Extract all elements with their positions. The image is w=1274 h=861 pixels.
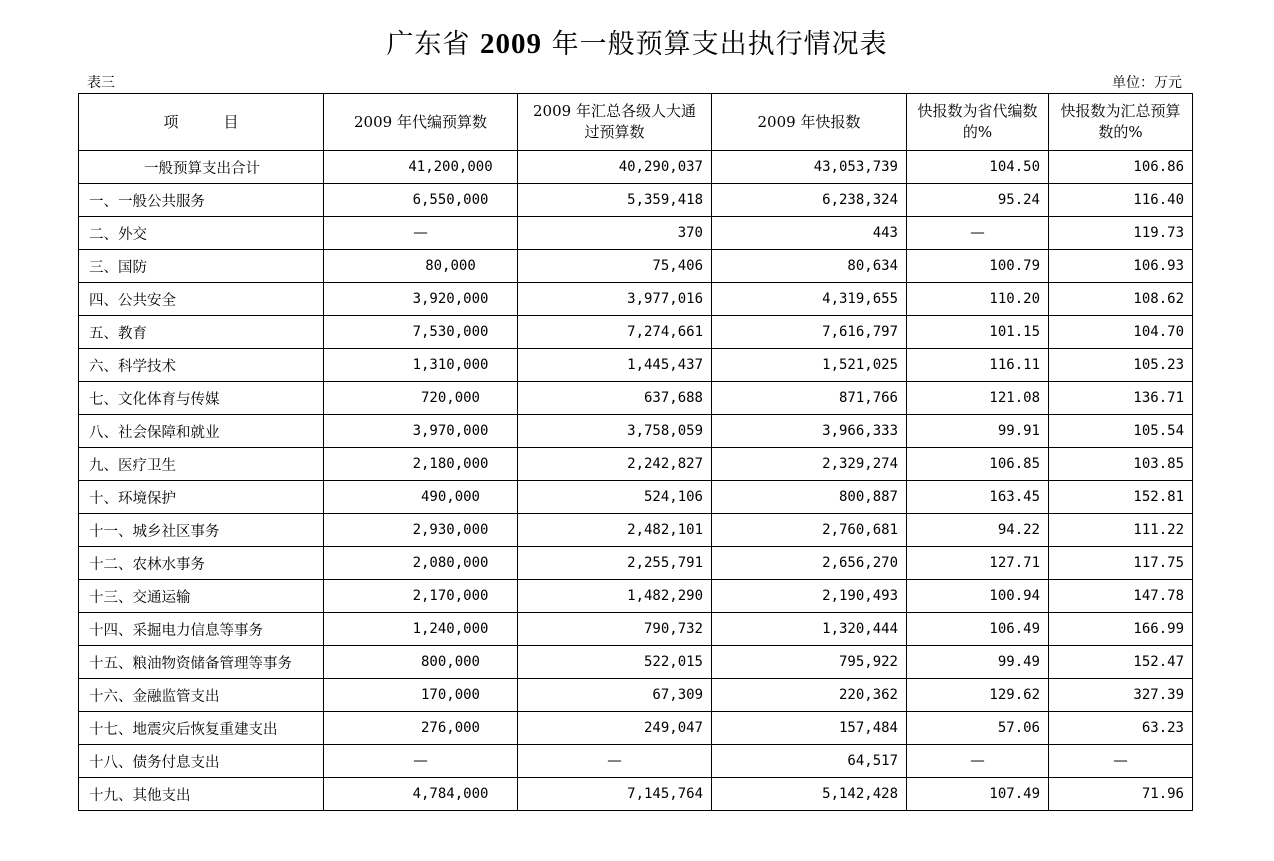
cell-item-name: 十七、地震灾后恢复重建支出 — [79, 712, 324, 745]
header-item: 项 目 — [79, 94, 324, 151]
cell-flash-report: 2,656,270 — [712, 547, 907, 580]
cell-flash-report: 7,616,797 — [712, 316, 907, 349]
cell-pct-aggregate: 108.62 — [1049, 283, 1193, 316]
cell-pct-aggregate: 63.23 — [1049, 712, 1193, 745]
cell-provincial-budget: 3,920,000 — [324, 283, 518, 316]
cell-flash-report: 2,760,681 — [712, 514, 907, 547]
cell-aggregate-budget: 249,047 — [518, 712, 712, 745]
cell-flash-report: 871,766 — [712, 382, 907, 415]
cell-pct-aggregate: 106.86 — [1049, 151, 1193, 184]
table-row — [79, 283, 1193, 316]
cell-flash-report: 64,517 — [712, 745, 907, 778]
cell-pct-provincial: 57.06 — [907, 712, 1049, 745]
table-row — [79, 382, 1193, 415]
cell-provincial-budget: 800,000 — [324, 646, 518, 679]
cell-provincial-budget: — — [324, 745, 518, 778]
cell-item-name: 十一、城乡社区事务 — [79, 514, 324, 547]
table-row — [79, 514, 1193, 547]
cell-item-name: 十九、其他支出 — [79, 778, 324, 811]
cell-flash-report: 3,966,333 — [712, 415, 907, 448]
cell-item-name: 十六、金融监管支出 — [79, 679, 324, 712]
cell-pct-provincial: 129.62 — [907, 679, 1049, 712]
cell-aggregate-budget: 524,106 — [518, 481, 712, 514]
table-row — [79, 184, 1193, 217]
cell-pct-provincial: 121.08 — [907, 382, 1049, 415]
cell-pct-provincial: 107.49 — [907, 778, 1049, 811]
cell-aggregate-budget: 3,758,059 — [518, 415, 712, 448]
cell-flash-report: 4,319,655 — [712, 283, 907, 316]
cell-item-name: 九、医疗卫生 — [79, 448, 324, 481]
cell-pct-aggregate: 119.73 — [1049, 217, 1193, 250]
cell-pct-provincial: 106.85 — [907, 448, 1049, 481]
cell-aggregate-budget: — — [518, 745, 712, 778]
table-row — [79, 745, 1193, 778]
table-row — [79, 679, 1193, 712]
table-row — [79, 547, 1193, 580]
cell-pct-aggregate: 152.47 — [1049, 646, 1193, 679]
cell-aggregate-budget: 3,977,016 — [518, 283, 712, 316]
cell-pct-aggregate: 105.23 — [1049, 349, 1193, 382]
cell-pct-aggregate: 111.22 — [1049, 514, 1193, 547]
cell-pct-provincial: 110.20 — [907, 283, 1049, 316]
table-row — [79, 349, 1193, 382]
cell-item-name: 二、外交 — [79, 217, 324, 250]
title-year: 2009 — [480, 28, 542, 60]
cell-item-name: 四、公共安全 — [79, 283, 324, 316]
cell-provincial-budget: 1,310,000 — [324, 349, 518, 382]
title-suffix: 年一般预算支出执行情况表 — [542, 29, 888, 60]
cell-provincial-budget: 3,970,000 — [324, 415, 518, 448]
cell-item-name: 七、文化体育与传媒 — [79, 382, 324, 415]
table-number: 表三 — [87, 75, 115, 91]
cell-pct-provincial: 99.91 — [907, 415, 1049, 448]
table-row — [79, 646, 1193, 679]
cell-item-name: 五、教育 — [79, 316, 324, 349]
cell-flash-report: 2,329,274 — [712, 448, 907, 481]
cell-aggregate-budget: 2,255,791 — [518, 547, 712, 580]
cell-item-name: 十五、粮油物资储备管理等事务 — [79, 646, 324, 679]
cell-flash-report: 80,634 — [712, 250, 907, 283]
cell-pct-provincial: 100.94 — [907, 580, 1049, 613]
cell-flash-report: 220,362 — [712, 679, 907, 712]
cell-aggregate-budget: 370 — [518, 217, 712, 250]
cell-provincial-budget: 276,000 — [324, 712, 518, 745]
header-pct-aggregate: 快报数为汇总预算数的% — [1049, 94, 1193, 151]
cell-flash-report: 1,320,444 — [712, 613, 907, 646]
cell-pct-aggregate: 71.96 — [1049, 778, 1193, 811]
table-row — [79, 316, 1193, 349]
cell-pct-aggregate: 136.71 — [1049, 382, 1193, 415]
cell-provincial-budget: 720,000 — [324, 382, 518, 415]
cell-item-name: 八、社会保障和就业 — [79, 415, 324, 448]
cell-pct-aggregate: — — [1049, 745, 1193, 778]
table-row — [79, 712, 1193, 745]
cell-aggregate-budget: 522,015 — [518, 646, 712, 679]
cell-pct-aggregate: 116.40 — [1049, 184, 1193, 217]
cell-pct-provincial: 163.45 — [907, 481, 1049, 514]
header-provincial-budget: 2009 年代编预算数 — [324, 94, 518, 151]
cell-provincial-budget: 490,000 — [324, 481, 518, 514]
table-row — [79, 415, 1193, 448]
cell-flash-report: 443 — [712, 217, 907, 250]
cell-item-name: 十二、农林水事务 — [79, 547, 324, 580]
cell-pct-provincial: 99.49 — [907, 646, 1049, 679]
cell-pct-aggregate: 152.81 — [1049, 481, 1193, 514]
cell-pct-provincial: 116.11 — [907, 349, 1049, 382]
title-prefix: 广东省 — [386, 29, 480, 60]
page-title — [0, 22, 1274, 61]
cell-aggregate-budget: 5,359,418 — [518, 184, 712, 217]
cell-provincial-budget: 41,200,000 — [324, 151, 518, 184]
cell-pct-provincial: 100.79 — [907, 250, 1049, 283]
cell-provincial-budget: 2,930,000 — [324, 514, 518, 547]
cell-provincial-budget: 170,000 — [324, 679, 518, 712]
cell-pct-provincial: 127.71 — [907, 547, 1049, 580]
cell-aggregate-budget: 7,274,661 — [518, 316, 712, 349]
cell-item-name: 一、一般公共服务 — [79, 184, 324, 217]
unit-label: 单位：万元 — [1112, 75, 1182, 91]
cell-provincial-budget: 2,080,000 — [324, 547, 518, 580]
cell-flash-report: 43,053,739 — [712, 151, 907, 184]
cell-item-name: 十八、债务付息支出 — [79, 745, 324, 778]
cell-flash-report: 795,922 — [712, 646, 907, 679]
table-row — [79, 217, 1193, 250]
table-row — [79, 151, 1193, 184]
cell-aggregate-budget: 75,406 — [518, 250, 712, 283]
cell-item-name: 十、环境保护 — [79, 481, 324, 514]
cell-pct-provincial: 104.50 — [907, 151, 1049, 184]
cell-aggregate-budget: 2,482,101 — [518, 514, 712, 547]
cell-provincial-budget: 2,180,000 — [324, 448, 518, 481]
cell-pct-aggregate: 105.54 — [1049, 415, 1193, 448]
cell-item-name: 三、国防 — [79, 250, 324, 283]
header-aggregate-budget: 2009 年汇总各级人大通过预算数 — [518, 94, 712, 151]
cell-pct-aggregate: 327.39 — [1049, 679, 1193, 712]
cell-item-name: 十四、采掘电力信息等事务 — [79, 613, 324, 646]
cell-provincial-budget: 2,170,000 — [324, 580, 518, 613]
cell-flash-report: 1,521,025 — [712, 349, 907, 382]
cell-pct-aggregate: 117.75 — [1049, 547, 1193, 580]
budget-table — [78, 93, 1193, 811]
cell-item-name: 六、科学技术 — [79, 349, 324, 382]
cell-flash-report: 157,484 — [712, 712, 907, 745]
table-row — [79, 250, 1193, 283]
cell-item-name: 十三、交通运输 — [79, 580, 324, 613]
cell-pct-provincial: 95.24 — [907, 184, 1049, 217]
cell-provincial-budget: — — [324, 217, 518, 250]
cell-item-name: 一般预算支出合计 — [79, 151, 324, 184]
cell-provincial-budget: 1,240,000 — [324, 613, 518, 646]
cell-aggregate-budget: 1,445,437 — [518, 349, 712, 382]
cell-pct-aggregate: 104.70 — [1049, 316, 1193, 349]
cell-aggregate-budget: 67,309 — [518, 679, 712, 712]
cell-provincial-budget: 7,530,000 — [324, 316, 518, 349]
cell-aggregate-budget: 637,688 — [518, 382, 712, 415]
cell-aggregate-budget: 2,242,827 — [518, 448, 712, 481]
cell-aggregate-budget: 7,145,764 — [518, 778, 712, 811]
cell-aggregate-budget: 790,732 — [518, 613, 712, 646]
cell-provincial-budget: 80,000 — [324, 250, 518, 283]
cell-pct-provincial: — — [907, 745, 1049, 778]
cell-flash-report: 6,238,324 — [712, 184, 907, 217]
cell-pct-provincial: 94.22 — [907, 514, 1049, 547]
table-row — [79, 448, 1193, 481]
table-row — [79, 778, 1193, 811]
cell-pct-provincial: 106.49 — [907, 613, 1049, 646]
header-row — [79, 94, 1193, 151]
table-row — [79, 481, 1193, 514]
cell-flash-report: 800,887 — [712, 481, 907, 514]
cell-pct-aggregate: 147.78 — [1049, 580, 1193, 613]
cell-flash-report: 2,190,493 — [712, 580, 907, 613]
header-pct-provincial: 快报数为省代编数的% — [907, 94, 1049, 151]
table-row — [79, 580, 1193, 613]
cell-pct-aggregate: 106.93 — [1049, 250, 1193, 283]
cell-provincial-budget: 6,550,000 — [324, 184, 518, 217]
cell-pct-provincial: — — [907, 217, 1049, 250]
cell-aggregate-budget: 40,290,037 — [518, 151, 712, 184]
cell-pct-aggregate: 103.85 — [1049, 448, 1193, 481]
cell-pct-provincial: 101.15 — [907, 316, 1049, 349]
cell-aggregate-budget: 1,482,290 — [518, 580, 712, 613]
header-flash-report: 2009 年快报数 — [712, 94, 907, 151]
cell-flash-report: 5,142,428 — [712, 778, 907, 811]
cell-provincial-budget: 4,784,000 — [324, 778, 518, 811]
cell-pct-aggregate: 166.99 — [1049, 613, 1193, 646]
table-row — [79, 613, 1193, 646]
